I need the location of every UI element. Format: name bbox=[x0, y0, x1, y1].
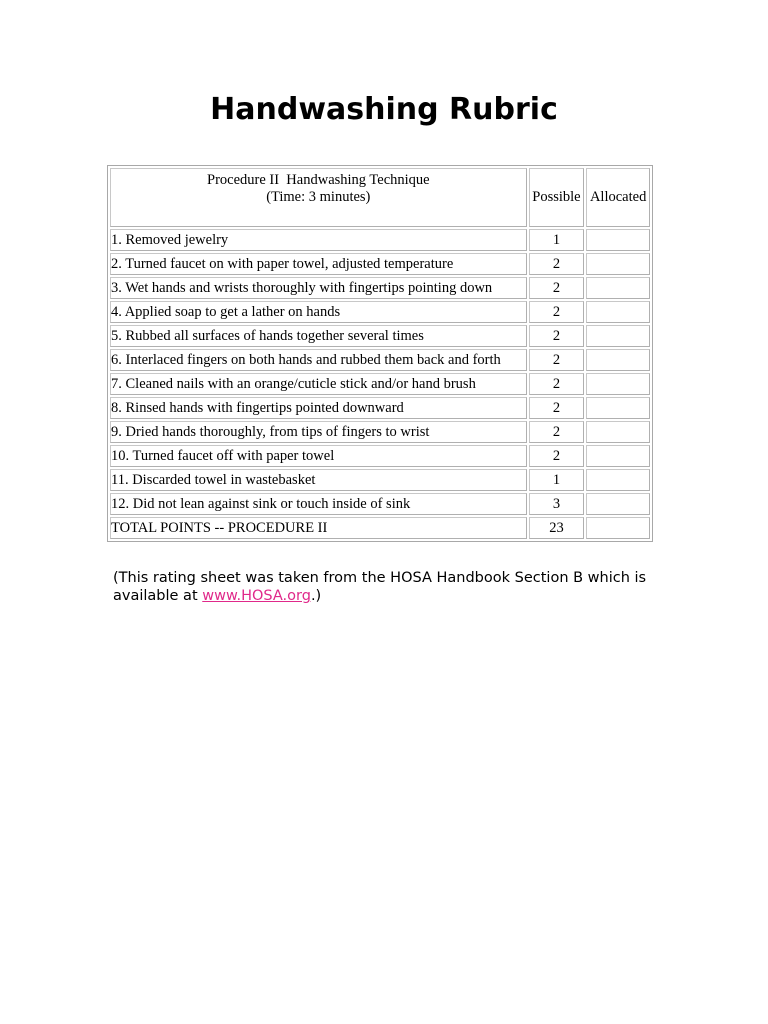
row-item: 7. Cleaned nails with an orange/cuticle stick and/or hand brush bbox=[110, 373, 527, 395]
row-item: 10. Turned faucet off with paper towel bbox=[110, 445, 527, 467]
procedure-title: Procedure II Handwashing Technique bbox=[207, 172, 430, 188]
row-item: 2. Turned faucet on with paper towel, adjusted temperature bbox=[110, 253, 527, 275]
table-row bbox=[110, 421, 650, 443]
allocated-header: Allocated bbox=[586, 168, 650, 227]
table-row bbox=[110, 493, 650, 515]
row-item: 4. Applied soap to get a lather on hands bbox=[110, 301, 527, 323]
row-allocated-input[interactable] bbox=[586, 229, 650, 251]
table-row bbox=[110, 301, 650, 323]
procedure-time: (Time: 3 minutes) bbox=[266, 189, 371, 205]
row-possible: 2 bbox=[529, 325, 585, 347]
row-item: 3. Wet hands and wrists thoroughly with fingertips pointing down bbox=[110, 277, 527, 299]
row-possible: 2 bbox=[529, 373, 585, 395]
footnote bbox=[113, 569, 673, 605]
total-possible: 23 bbox=[529, 517, 585, 539]
row-allocated-input[interactable] bbox=[586, 421, 650, 443]
total-label: TOTAL POINTS -- PROCEDURE II bbox=[110, 517, 527, 539]
table-row bbox=[110, 349, 650, 371]
row-allocated-input[interactable] bbox=[586, 493, 650, 515]
footnote-text: (This rating sheet was taken from the HOSA Handbook Section B which is available at bbox=[113, 570, 647, 604]
table-row bbox=[110, 469, 650, 491]
row-possible: 2 bbox=[529, 397, 585, 419]
rubric-table-body bbox=[110, 168, 650, 539]
row-allocated-input[interactable] bbox=[586, 253, 650, 275]
row-allocated-input[interactable] bbox=[586, 325, 650, 347]
table-header-row bbox=[110, 168, 650, 227]
total-allocated-input[interactable] bbox=[586, 517, 650, 539]
row-allocated-input[interactable] bbox=[586, 277, 650, 299]
table-row bbox=[110, 253, 650, 275]
row-item: 9. Dried hands thoroughly, from tips of fingers to wrist bbox=[110, 421, 527, 443]
row-allocated-input[interactable] bbox=[586, 445, 650, 467]
table-row bbox=[110, 445, 650, 467]
hosa-link[interactable]: www.HOSA.org bbox=[202, 588, 311, 604]
row-possible: 3 bbox=[529, 493, 585, 515]
page-title: Handwashing Rubric bbox=[210, 92, 558, 127]
row-allocated-input[interactable] bbox=[586, 469, 650, 491]
footnote-end: .) bbox=[310, 588, 322, 604]
row-item: 5. Rubbed all surfaces of hands together several times bbox=[110, 325, 527, 347]
row-possible: 1 bbox=[529, 229, 585, 251]
row-allocated-input[interactable] bbox=[586, 349, 650, 371]
possible-header: Possible bbox=[529, 168, 585, 227]
row-possible: 2 bbox=[529, 349, 585, 371]
row-possible: 2 bbox=[529, 445, 585, 467]
row-allocated-input[interactable] bbox=[586, 397, 650, 419]
row-allocated-input[interactable] bbox=[586, 373, 650, 395]
row-item: 6. Interlaced fingers on both hands and rubbed them back and forth bbox=[110, 349, 527, 371]
row-possible: 2 bbox=[529, 301, 585, 323]
row-allocated-input[interactable] bbox=[586, 301, 650, 323]
row-item: 1. Removed jewelry bbox=[110, 229, 527, 251]
row-item: 8. Rinsed hands with fingertips pointed downward bbox=[110, 397, 527, 419]
procedure-header-cell bbox=[110, 168, 527, 227]
total-row bbox=[110, 517, 650, 539]
table-row bbox=[110, 373, 650, 395]
table-row bbox=[110, 325, 650, 347]
row-possible: 2 bbox=[529, 277, 585, 299]
row-possible: 1 bbox=[529, 469, 585, 491]
row-item: 12. Did not lean against sink or touch inside of sink bbox=[110, 493, 527, 515]
rubric-table bbox=[107, 165, 653, 542]
row-possible: 2 bbox=[529, 421, 585, 443]
row-possible: 2 bbox=[529, 253, 585, 275]
table-row bbox=[110, 229, 650, 251]
table-row bbox=[110, 277, 650, 299]
table-row bbox=[110, 397, 650, 419]
row-item: 11. Discarded towel in wastebasket bbox=[110, 469, 527, 491]
